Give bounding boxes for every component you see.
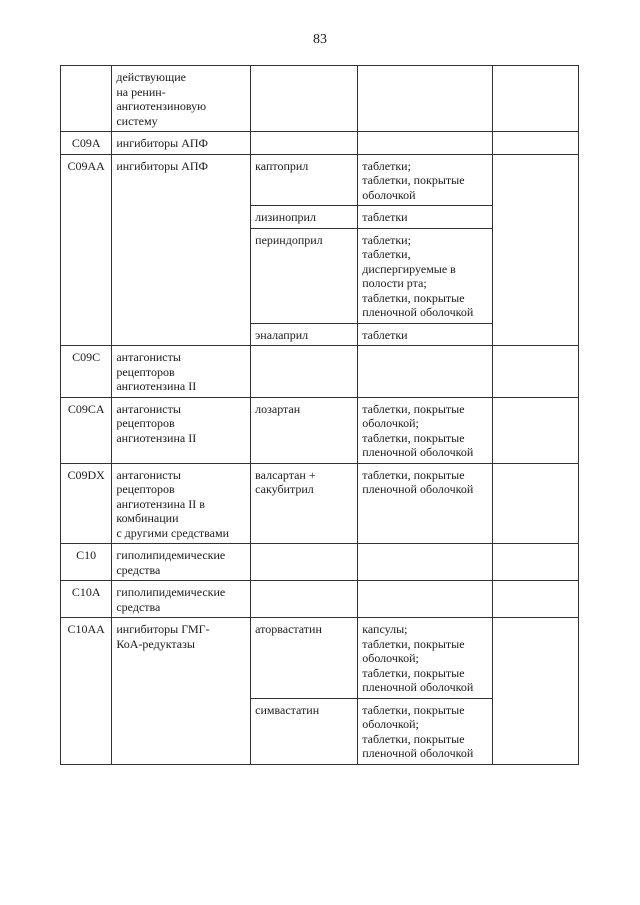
- dosage-form-cell: [358, 544, 492, 581]
- drug-name-cell: эналаприл: [251, 323, 358, 346]
- anatomical-group-cell: антагонисты рецепторов ангиотензина II: [112, 346, 251, 398]
- table-row: [61, 346, 579, 398]
- empty-cell: [492, 544, 578, 581]
- table-row: [61, 544, 579, 581]
- anatomical-group-cell: антагонисты рецепторов ангиотензина II в комбинации с другими средствами: [112, 463, 251, 544]
- anatomical-group-cell: ингибиторы ГМГ- КоА-редуктазы: [112, 618, 251, 765]
- atc-code-cell: C09AA: [61, 154, 112, 346]
- dosage-form-cell: [358, 581, 492, 618]
- atc-code-cell: C09C: [61, 346, 112, 398]
- drug-name-cell: [251, 544, 358, 581]
- dosage-form-cell: таблетки: [358, 323, 492, 346]
- dosage-form-cell: [358, 66, 492, 132]
- drug-name-cell: [251, 132, 358, 155]
- dosage-form-cell: таблетки; таблетки, покрытые оболочкой: [358, 154, 492, 206]
- table-row: [61, 397, 579, 463]
- empty-cell: [492, 581, 578, 618]
- atc-code-cell: C10A: [61, 581, 112, 618]
- drug-table: [60, 65, 579, 765]
- empty-cell: [492, 132, 578, 155]
- anatomical-group-cell: гиполипидемические средства: [112, 581, 251, 618]
- atc-code-cell: C10: [61, 544, 112, 581]
- drug-name-cell: аторвастатин: [251, 618, 358, 699]
- dosage-form-cell: таблетки, покрытые оболочкой; таблетки, покрытые пленочной оболочкой: [358, 397, 492, 463]
- anatomical-group-cell: ингибиторы АПФ: [112, 132, 251, 155]
- empty-cell: [492, 154, 578, 346]
- dosage-form-cell: таблетки; таблетки, диспергируемые в полости рта; таблетки, покрытые пленочной оболочкой: [358, 228, 492, 323]
- drug-name-cell: лизиноприл: [251, 206, 358, 229]
- table-body: [61, 66, 579, 765]
- anatomical-group-cell: гиполипидемические средства: [112, 544, 251, 581]
- dosage-form-cell: [358, 132, 492, 155]
- anatomical-group-cell: действующие на ренин- ангиотензиновую систему: [112, 66, 251, 132]
- table-row: [61, 581, 579, 618]
- empty-cell: [492, 346, 578, 398]
- dosage-form-cell: [358, 346, 492, 398]
- drug-name-cell: каптоприл: [251, 154, 358, 206]
- dosage-form-cell: таблетки: [358, 206, 492, 229]
- table-row: [61, 132, 579, 155]
- drug-name-cell: лозартан: [251, 397, 358, 463]
- drug-name-cell: [251, 581, 358, 618]
- table-row: [61, 463, 579, 544]
- drug-name-cell: [251, 66, 358, 132]
- empty-cell: [492, 618, 578, 765]
- empty-cell: [492, 397, 578, 463]
- atc-code-cell: [61, 66, 112, 132]
- empty-cell: [492, 66, 578, 132]
- dosage-form-cell: таблетки, покрытые оболочкой; таблетки, покрытые пленочной оболочкой: [358, 698, 492, 764]
- anatomical-group-cell: антагонисты рецепторов ангиотензина II: [112, 397, 251, 463]
- drug-name-cell: периндоприл: [251, 228, 358, 323]
- page-number: 83: [313, 32, 327, 47]
- drug-name-cell: валсартан + сакубитрил: [251, 463, 358, 544]
- dosage-form-cell: капсулы; таблетки, покрытые оболочкой; таблетки, покрытые пленочной оболочкой: [358, 618, 492, 699]
- atc-code-cell: C09A: [61, 132, 112, 155]
- dosage-form-cell: таблетки, покрытые пленочной оболочкой: [358, 463, 492, 544]
- table-row: [61, 66, 579, 132]
- anatomical-group-cell: ингибиторы АПФ: [112, 154, 251, 346]
- table-row: [61, 154, 579, 206]
- atc-code-cell: C09DX: [61, 463, 112, 544]
- drug-name-cell: симвастатин: [251, 698, 358, 764]
- drug-name-cell: [251, 346, 358, 398]
- atc-code-cell: C09CA: [61, 397, 112, 463]
- atc-code-cell: C10AA: [61, 618, 112, 765]
- table-row: [61, 618, 579, 699]
- empty-cell: [492, 463, 578, 544]
